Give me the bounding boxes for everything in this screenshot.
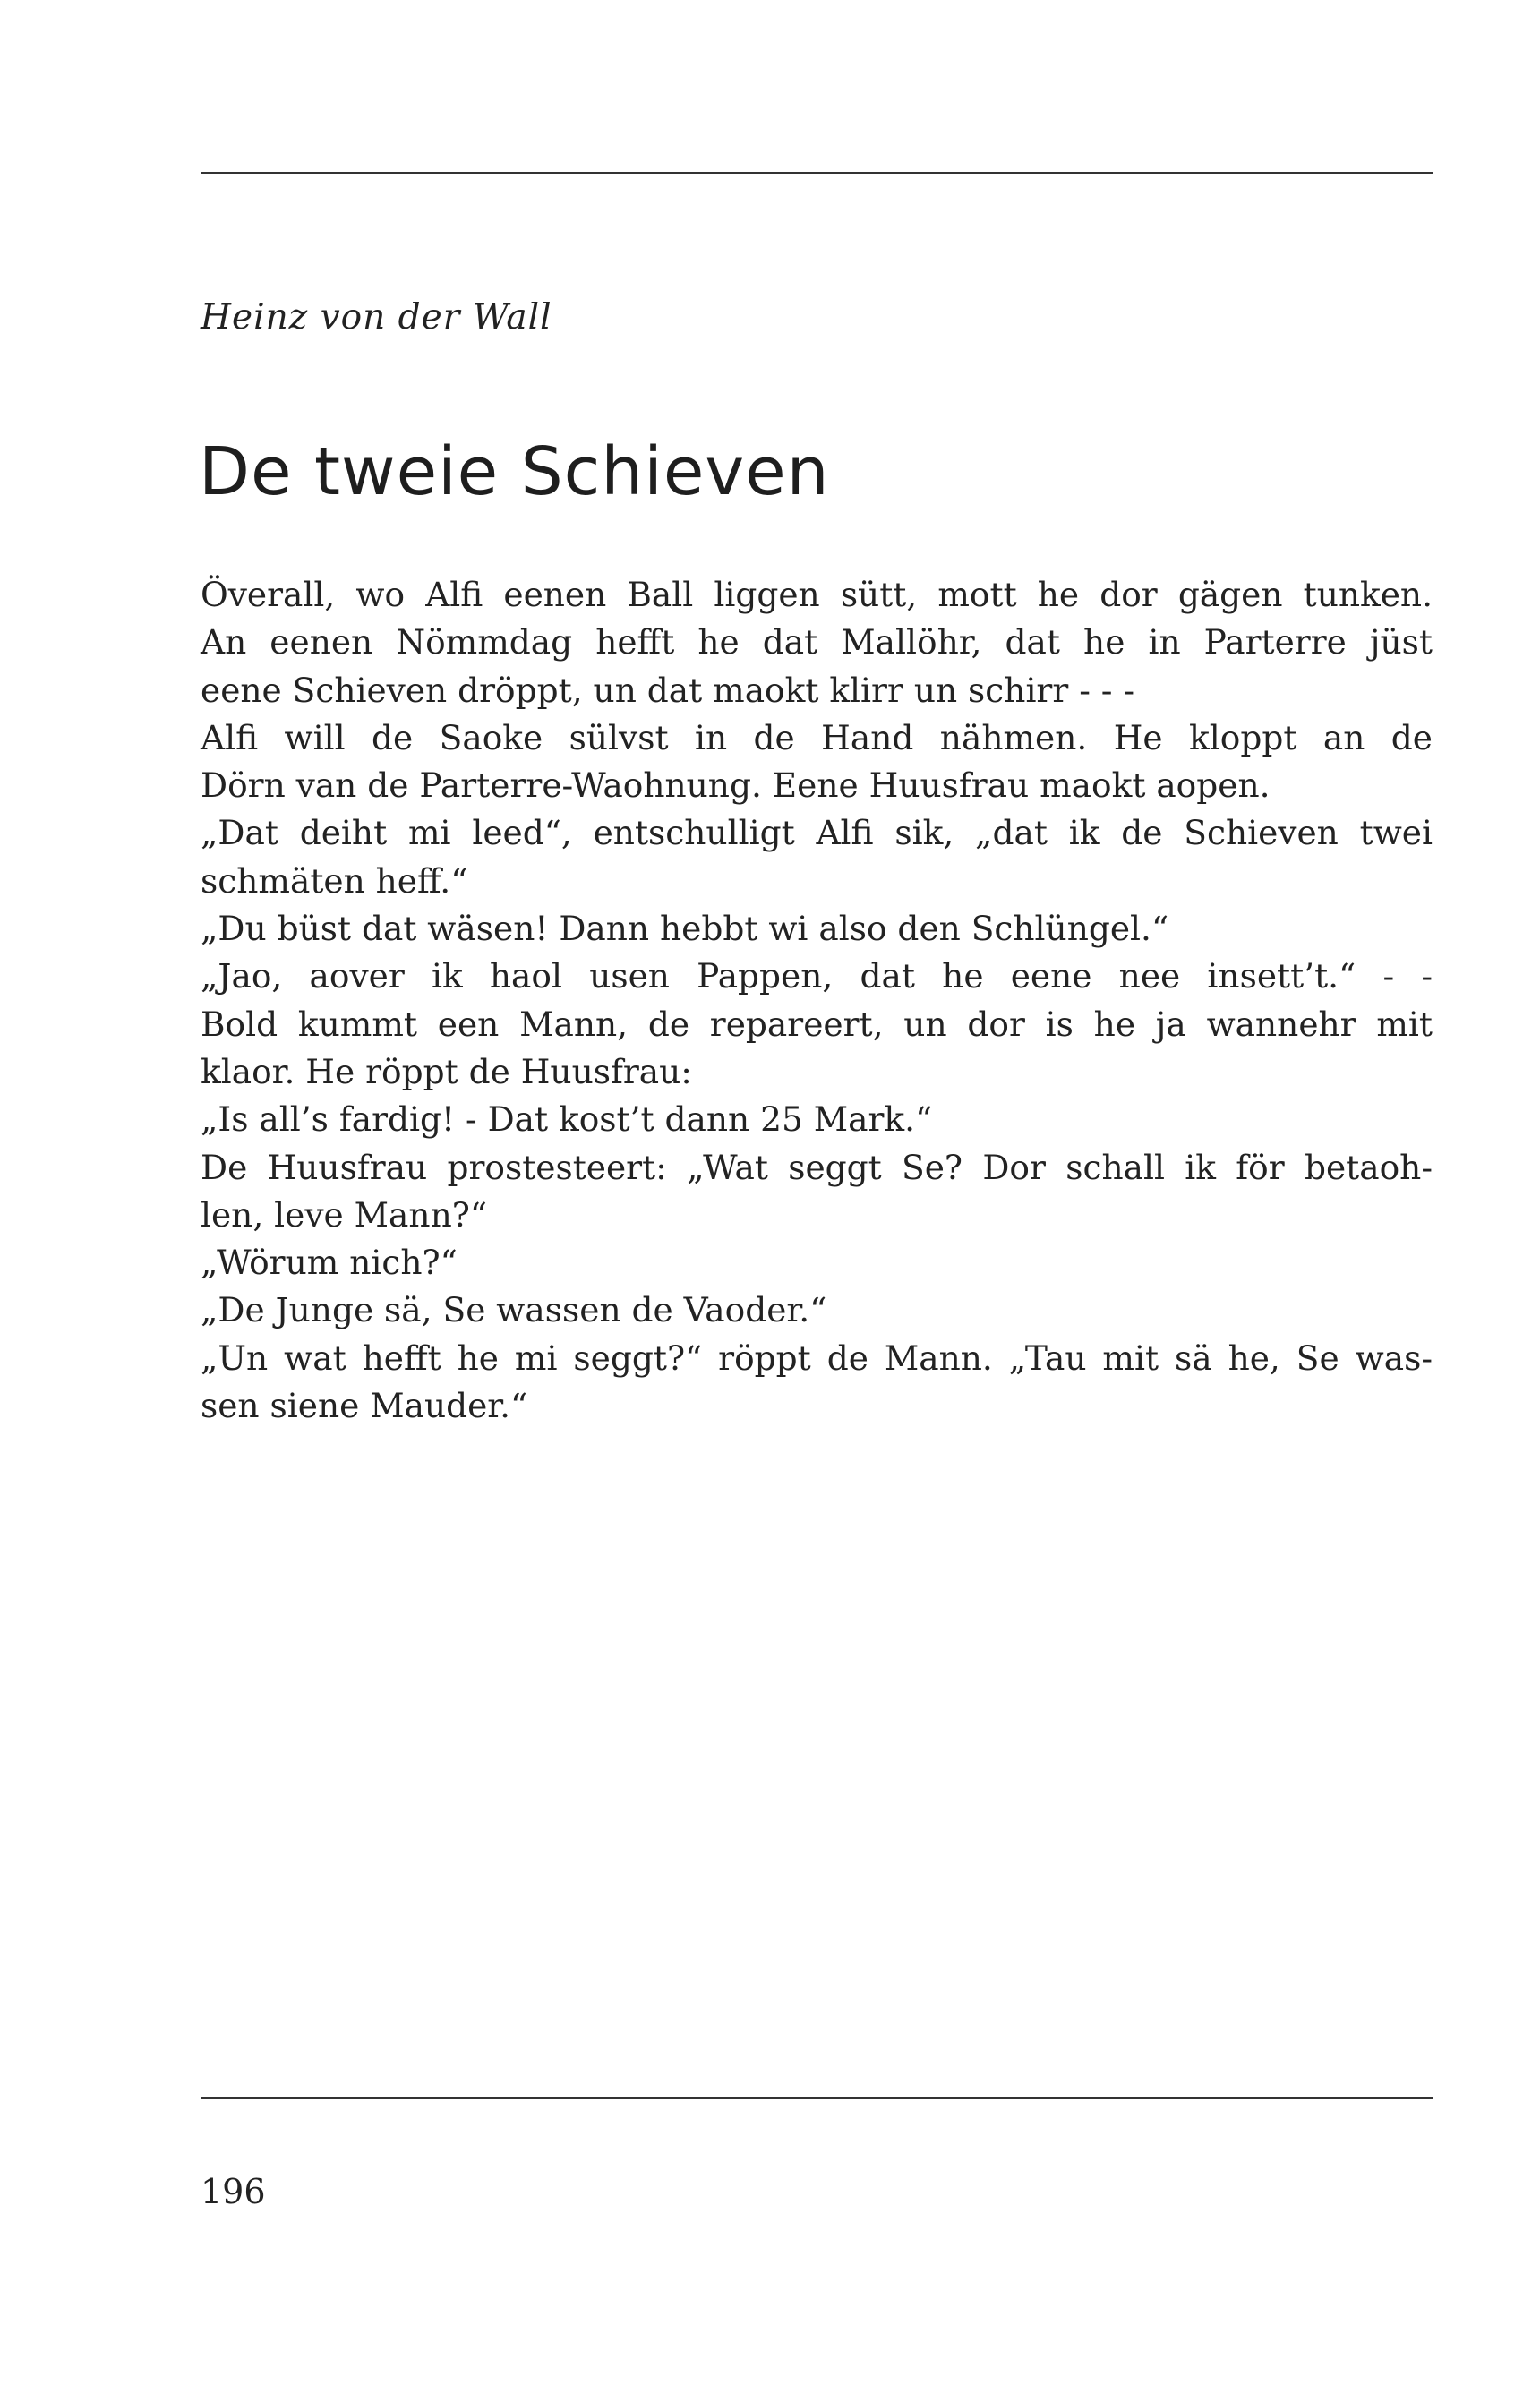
- story-line: „De Junge sä, Se wassen de Vaoder.“: [201, 1290, 827, 1330]
- story-line: Alfi will de Saoke sülvst in de Hand nähmen. He kloppt an de: [201, 717, 1433, 757]
- story-line: sen siene Mauder.“: [201, 1386, 528, 1426]
- story-line: „Jao, aover ik haol usen Pappen, dat he eene nee insett’t.“ - -: [201, 956, 1433, 996]
- story-line: „Wörum nich?“: [201, 1243, 458, 1283]
- story-body: [201, 571, 1433, 1430]
- story-title: De tweie Schieven: [199, 433, 830, 510]
- author-name: Heinz von der Wall: [201, 297, 552, 338]
- story-line: „Un wat hefft he mi seggt?“ röppt de Mann. „Tau mit sä he, Se was-: [201, 1338, 1433, 1378]
- story-line: Dörn van de Parterre-Waohnung. Eene Huusfrau maokt aopen.: [201, 765, 1270, 806]
- story-line: schmäten heff.“: [201, 860, 468, 901]
- story-line: klaor. He röppt de Huusfrau:: [201, 1051, 692, 1091]
- top-rule: [201, 172, 1433, 174]
- story-line: „Du büst dat wäsen! Dann hebbt wi also den Schlüngel.“: [201, 909, 1169, 949]
- story-line: Överall, wo Alfi eenen Ball liggen sütt, mott he dor gägen tunken.: [201, 575, 1433, 614]
- story-line: „Dat deiht mi leed“, entschulligt Alfi sik, „dat ik de Schieven twei: [201, 813, 1433, 853]
- story-line: An eenen Nömmdag hefft he dat Mallöhr, dat he in Parterre jüst: [201, 622, 1433, 662]
- page-number: 196: [201, 2172, 266, 2211]
- story-line: De Huusfrau prostesteert: „Wat seggt Se? Dor schall ik för betaoh-: [201, 1147, 1433, 1187]
- bottom-rule: [201, 2097, 1433, 2099]
- story-line: eene Schieven dröppt, un dat maokt klirr un schirr - - -: [201, 670, 1135, 710]
- story-line: len, leve Mann?“: [201, 1194, 487, 1235]
- story-line: „Is all’s fardig! - Dat kost’t dann 25 Mark.“: [201, 1099, 933, 1140]
- story-line: Bold kummt een Mann, de repareert, un dor is he ja wannehr mit: [201, 1004, 1433, 1044]
